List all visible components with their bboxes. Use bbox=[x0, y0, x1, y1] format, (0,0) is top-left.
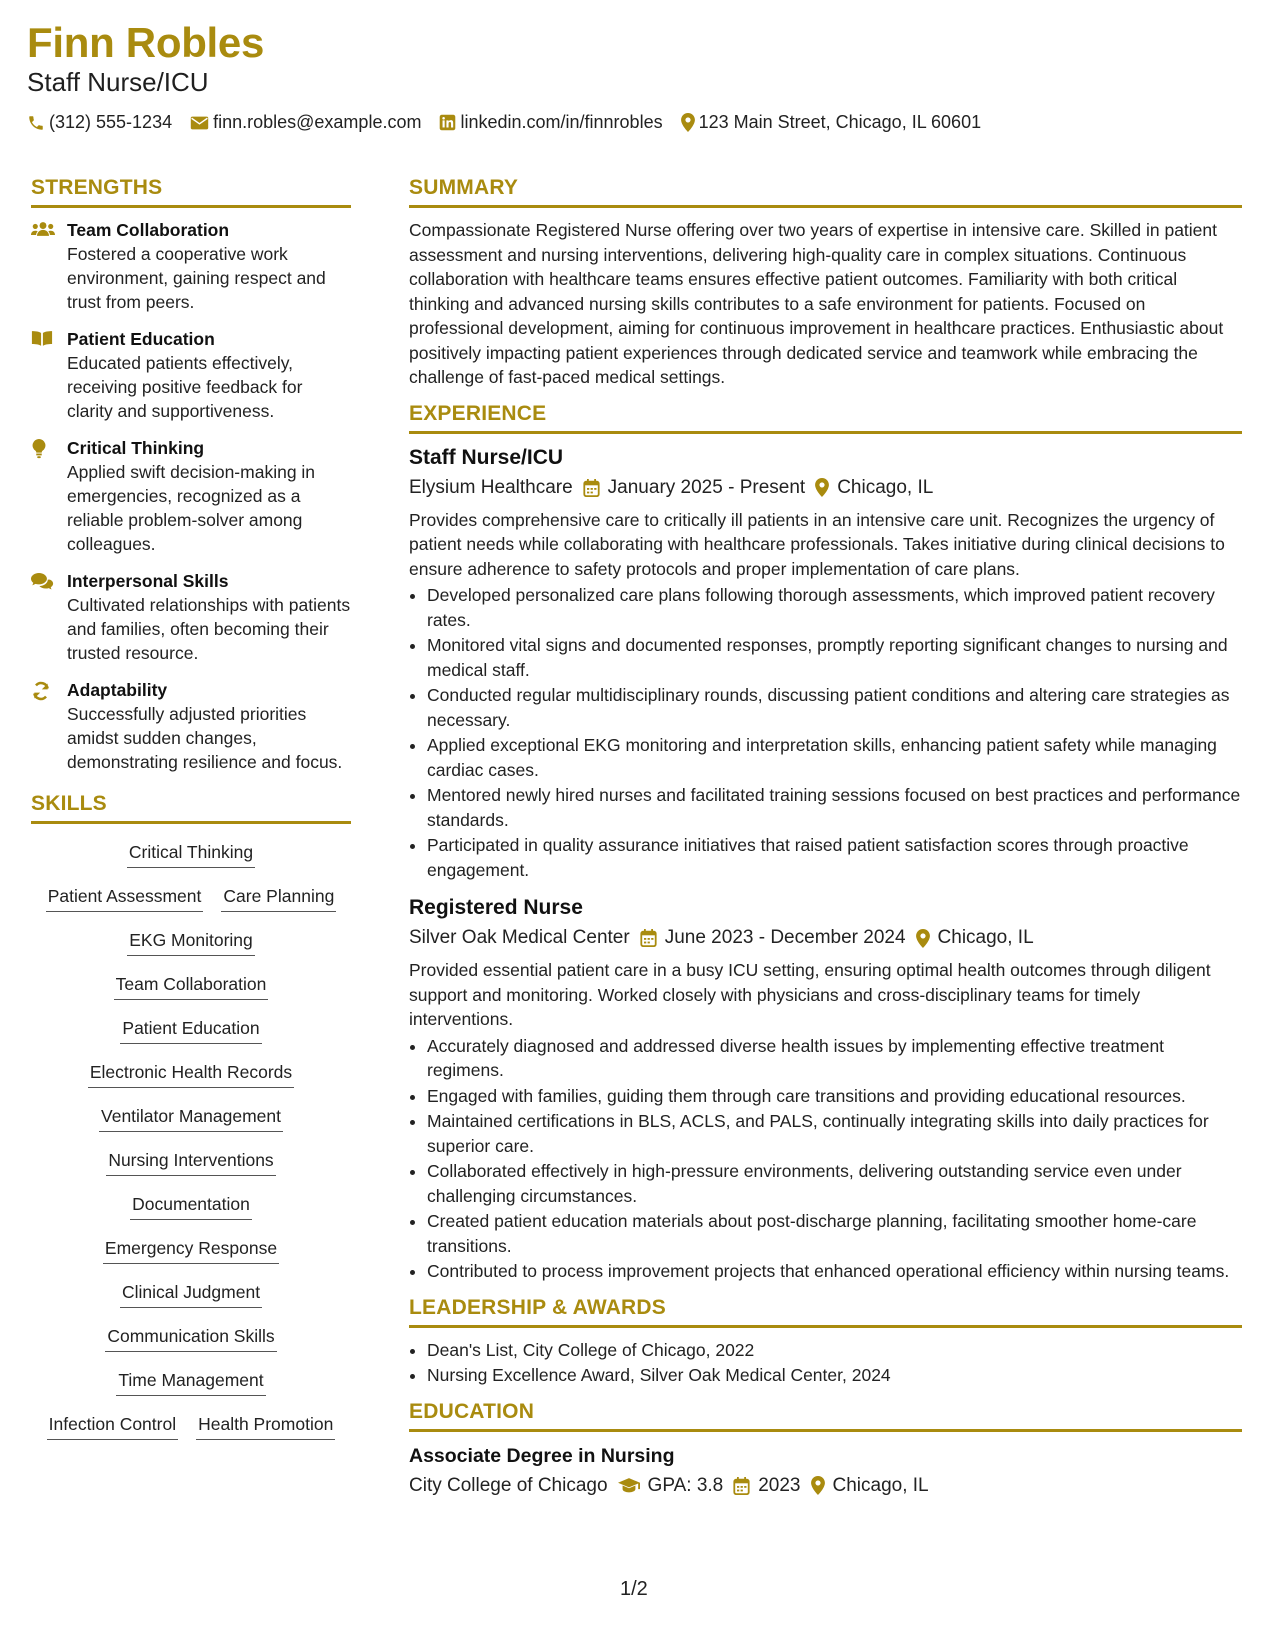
phone-icon bbox=[27, 114, 45, 132]
award-item: • Nursing Excellence Award, Silver Oak Medical Center, 2024 bbox=[427, 1363, 1242, 1388]
lightbulb-icon bbox=[31, 436, 55, 556]
education-location bbox=[811, 1472, 929, 1500]
job-entry bbox=[409, 894, 1242, 1284]
job-meta bbox=[409, 924, 1242, 952]
bullet-item: • Conducted regular multidisciplinary rounds, discussing patient conditions and altering care strategies as necessary. bbox=[427, 683, 1242, 732]
right-column bbox=[409, 176, 1242, 1512]
bullet-item: • Participated in quality assurance initiatives that raised patient satisfaction scores through proactive engagement. bbox=[427, 833, 1242, 882]
email-text: finn.robles@example.com bbox=[213, 112, 422, 133]
skill-tag: Clinical Judgment bbox=[120, 1280, 262, 1308]
contact-bar bbox=[27, 112, 1247, 133]
company-name: Silver Oak Medical Center bbox=[409, 927, 630, 948]
book-open-icon bbox=[31, 327, 55, 423]
job-description: Provided essential patient care in a busy ICU setting, ensuring optimal health outcomes through diligent support and monitoring. Worked closely with physicians and cross-disciplinary teams for timely interventions. bbox=[409, 960, 1211, 1029]
job-location bbox=[916, 924, 1034, 952]
map-pin-icon bbox=[815, 478, 829, 497]
contact-phone bbox=[27, 112, 172, 133]
phone-text: (312) 555-1234 bbox=[49, 112, 173, 133]
bullet-item: • Created patient education materials about post-discharge planning, facilitating smoother home-care transitions. bbox=[427, 1209, 1242, 1258]
skill-tag: Patient Assessment bbox=[46, 884, 204, 912]
graduation-cap-icon bbox=[618, 1477, 640, 1494]
sync-icon bbox=[31, 678, 55, 774]
contact-linkedin[interactable] bbox=[439, 112, 662, 133]
map-pin-icon bbox=[916, 929, 930, 948]
skill-tag: Emergency Response bbox=[103, 1236, 279, 1264]
strength-title: Adaptability bbox=[67, 680, 168, 700]
strength-title: Team Collaboration bbox=[67, 220, 230, 240]
strength-item bbox=[31, 678, 351, 774]
year-text: 2023 bbox=[758, 1474, 801, 1496]
calendar-icon bbox=[640, 929, 657, 947]
job-meta bbox=[409, 474, 1242, 502]
job-entry bbox=[409, 444, 1242, 883]
summary-section bbox=[409, 176, 1242, 390]
resume-header bbox=[27, 20, 1247, 133]
bullet-item: • Developed personalized care plans following thorough assessments, which improved patient recovery rates. bbox=[427, 583, 1242, 632]
awards-heading: LEADERSHIP & AWARDS bbox=[409, 1296, 1242, 1328]
address-text: 123 Main Street, Chicago, IL 60601 bbox=[698, 112, 982, 133]
bullet-item: • Contributed to process improvement projects that enhanced operational efficiency within nursing teams. bbox=[427, 1259, 1242, 1284]
job-dates bbox=[583, 474, 806, 502]
skills-section bbox=[31, 792, 351, 1456]
strength-desc: Applied swift decision-making in emergencies, recognized as a reliable problem-solver among colleagues. bbox=[67, 462, 316, 554]
job-location bbox=[815, 474, 933, 502]
calendar-icon bbox=[583, 479, 600, 497]
education-year bbox=[733, 1472, 800, 1500]
award-item: • Dean's List, City College of Chicago, 2022 bbox=[427, 1338, 1242, 1363]
skill-tag: Infection Control bbox=[47, 1412, 178, 1440]
bullet-item: • Monitored vital signs and documented responses, promptly reporting significant changes to nursing and medical staff. bbox=[427, 633, 1242, 682]
job-bullets bbox=[409, 583, 1242, 882]
skill-tag: Patient Education bbox=[120, 1016, 261, 1044]
skill-tag: Critical Thinking bbox=[127, 840, 255, 868]
skill-tag: EKG Monitoring bbox=[127, 928, 255, 956]
bullet-item: • Collaborated effectively in high-pressure environments, delivering outstanding service even under challenging circumstances. bbox=[427, 1159, 1242, 1208]
skill-tag: Ventilator Management bbox=[99, 1104, 283, 1132]
map-pin-icon bbox=[681, 113, 695, 132]
contact-address bbox=[681, 112, 982, 133]
envelope-icon bbox=[190, 115, 209, 131]
strength-desc: Successfully adjusted priorities amidst sudden changes, demonstrating resilience and focus. bbox=[67, 704, 343, 772]
bullet-item: • Mentored newly hired nurses and facilitated training sessions focused on best practices and performance standards. bbox=[427, 783, 1242, 832]
company-name: Elysium Healthcare bbox=[409, 476, 573, 498]
strengths-section bbox=[31, 176, 351, 774]
skills-list bbox=[31, 834, 351, 1456]
location-text: Chicago, IL bbox=[937, 927, 1034, 948]
comments-icon bbox=[31, 569, 55, 665]
school-name: City College of Chicago bbox=[409, 1474, 608, 1496]
users-icon bbox=[31, 218, 55, 314]
skills-heading: SKILLS bbox=[31, 792, 351, 824]
strengths-heading: STRENGTHS bbox=[31, 176, 351, 208]
candidate-name: Finn Robles bbox=[27, 19, 265, 66]
strength-item bbox=[31, 436, 351, 556]
skill-tag: Documentation bbox=[130, 1192, 252, 1220]
dates-text: June 2023 - December 2024 bbox=[664, 927, 906, 948]
summary-heading: SUMMARY bbox=[409, 176, 1242, 208]
strength-title: Critical Thinking bbox=[67, 438, 205, 458]
education-meta bbox=[409, 1472, 1242, 1500]
experience-heading: EXPERIENCE bbox=[409, 402, 1242, 434]
job-dates bbox=[640, 924, 906, 952]
strength-title: Interpersonal Skills bbox=[67, 571, 229, 591]
calendar-icon bbox=[733, 1477, 750, 1495]
awards-section bbox=[409, 1296, 1242, 1388]
awards-list bbox=[409, 1338, 1242, 1388]
dates-text: January 2025 - Present bbox=[607, 476, 806, 498]
job-bullets bbox=[409, 1034, 1242, 1284]
skill-tag: Nursing Interventions bbox=[106, 1148, 275, 1176]
bullet-item: • Accurately diagnosed and addressed diverse health issues by implementing effective treatment regimens. bbox=[427, 1034, 1242, 1083]
linkedin-text: linkedin.com/in/finnrobles bbox=[460, 112, 663, 133]
skill-tag: Health Promotion bbox=[196, 1412, 335, 1440]
contact-email[interactable] bbox=[190, 112, 421, 133]
linkedin-icon bbox=[439, 114, 456, 131]
candidate-title: Staff Nurse/ICU bbox=[27, 67, 209, 98]
job-title: Staff Nurse/ICU bbox=[409, 445, 564, 469]
strength-title: Patient Education bbox=[67, 329, 215, 349]
education-gpa bbox=[618, 1472, 724, 1500]
skill-tag: Electronic Health Records bbox=[88, 1060, 294, 1088]
map-pin-icon bbox=[811, 1476, 825, 1495]
strength-item bbox=[31, 218, 351, 314]
job-title: Registered Nurse bbox=[409, 896, 583, 919]
page-number: 1/2 bbox=[620, 1578, 648, 1600]
strength-desc: Cultivated relationships with patients and families, often becoming their trusted resource. bbox=[67, 595, 351, 663]
skill-tag: Communication Skills bbox=[105, 1324, 276, 1352]
summary-text: Compassionate Registered Nurse offering over two years of expertise in intensive care. Skilled in patient assessment and nursing interventions, delivering high-quality care in complex situations. Continuous collaboration with healthcare teams ensures effective patient outcomes. Familiarity with both critical thinking and advanced nursing skills contributes to a safe environment for patients. Focused on professional development, aiming for continuous improvement in healthcare practices. Enthusiastic about positively impacting patient experiences through dedicated service and teamwork while embracing the challenge of fast-paced medical settings. bbox=[409, 220, 1224, 387]
location-text: Chicago, IL bbox=[837, 476, 934, 498]
skill-tag: Time Management bbox=[116, 1368, 265, 1396]
experience-section bbox=[409, 402, 1242, 1284]
bullet-item: • Applied exceptional EKG monitoring and interpretation skills, enhancing patient safety while managing cardiac cases. bbox=[427, 733, 1242, 782]
bullet-item: • Maintained certifications in BLS, ACLS, and PALS, continually integrating skills into daily practices for superior care. bbox=[427, 1109, 1242, 1158]
education-section bbox=[409, 1400, 1242, 1500]
skill-tag: Team Collaboration bbox=[114, 972, 269, 1000]
education-heading: EDUCATION bbox=[409, 1400, 1242, 1432]
location-text: Chicago, IL bbox=[832, 1474, 929, 1496]
skill-tag: Care Planning bbox=[221, 884, 336, 912]
strength-desc: Educated patients effectively, receiving positive feedback for clarity and supportiveness. bbox=[67, 353, 303, 421]
degree-title: Associate Degree in Nursing bbox=[409, 1444, 675, 1467]
strength-item bbox=[31, 569, 351, 665]
job-description: Provides comprehensive care to critically ill patients in an intensive care unit. Recognizes the urgency of patient needs while collaborating with healthcare professionals. Takes initiative during clinical decisions to ensure adherence to safety protocols and proper implementation of care plans. bbox=[409, 509, 1225, 579]
gpa-text: GPA: 3.8 bbox=[647, 1474, 724, 1496]
left-column bbox=[31, 176, 351, 1456]
strength-item bbox=[31, 327, 351, 423]
strength-desc: Fostered a cooperative work environment, gaining respect and trust from peers. bbox=[67, 244, 326, 312]
bullet-item: • Engaged with families, guiding them through care transitions and providing educational resources. bbox=[427, 1084, 1242, 1109]
